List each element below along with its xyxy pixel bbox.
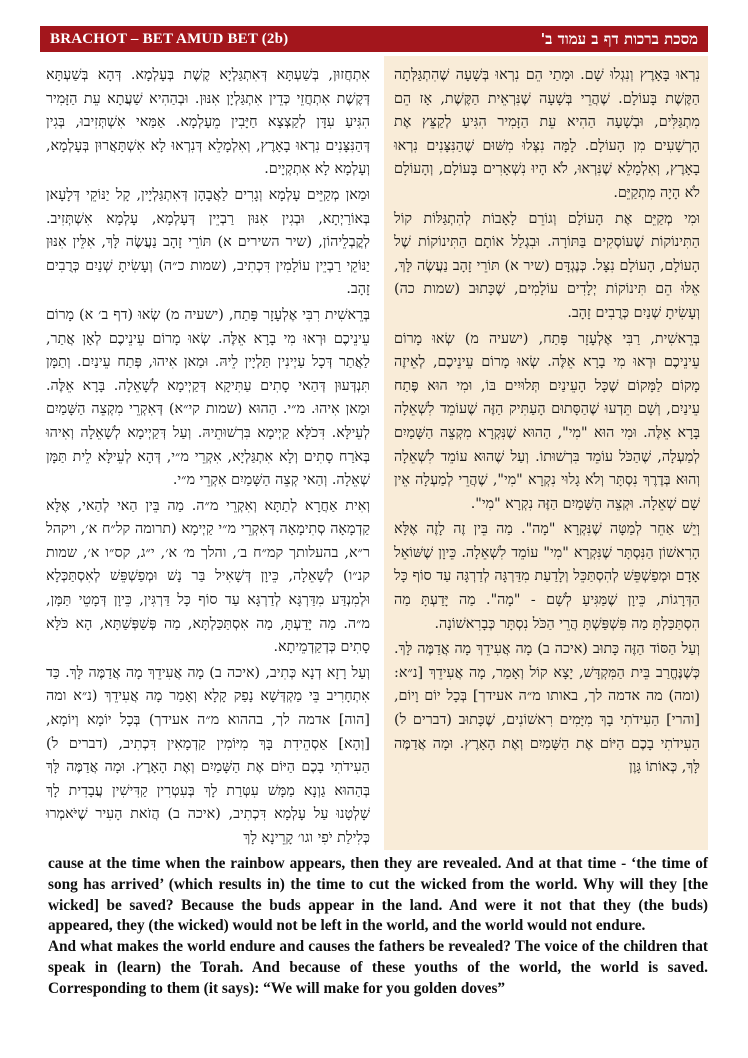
header-title-english: BRACHOT – BET AMUD BET (2b) xyxy=(50,30,289,47)
aramaic-column xyxy=(40,56,380,850)
text-columns xyxy=(40,56,708,850)
aramaic-paragraph: וְעַל רָזָא דְנָא כְּתִיב, (איכה ב) מָה אֲעִידֵךְ מָה אֲדַמֶּה לָּךְ. כַּד אִתְחָרִיב בֵּי מַקְדְּשָׁא נָפַק קָלָא וְאָמַר מָה אֲעִידֵךְ (נ״א ומה [הוה] אדמה לך, בההוא מ״ה אעידך) בְּכָל יוֹמָא וְיוֹמָא, [וְהָא] אַסְהֵידִת בָּךְ מִיּוֹמִין קַדְמָאִין דִּכְתִיב, (דברים ל) הַעִידֹתִי בָכֶם הַיּוֹם אֶת הַשָּׁמַיִם וְאֶת הָאָרֶץ. וּמָה אֲדַמֶּה לָּךְ בְּהַהוּא גַוְנָא מַמָּשׁ עִטְּרַת לָךְ בְּעִטְרִין קַדִּישִׁין עֲבָדִית לָךְ שָׁלְטָנוּ עַל עָלְמָא דִּכְתִיב, (איכה ב) הֲזֹאת הָעִיר שֶׁיֹּאמְרוּ כְּלִילַת יֹפִי וגו׳ קָרֵינָא לָךְ xyxy=(46,664,370,846)
hebrew-paragraph: נִרְאוּ בָּאָרֶץ וְנִגְלוּ שָׁם. וּמָתַי הֵם נִרְאוּ בְּשָׁעָה שֶׁהִתְגַּלְּתָה הַקֶּשֶׁת בָּעוֹלָם. שֶׁהֲרֵי בְּשָׁעָה שֶׁנִּרְאֵית הַקֶּשֶׁת, אָז הֵם מִתְגַּלִּים, וּבְשָׁעָה הַהִיא עֵת הַזָּמִיר הִגִּיעַ לְקַצֵּץ אֶת הָרְשָׁעִים מִן הָעוֹלָם. לָמָּה נִצְּלוּ מִשּׁוּם שֶׁהַנִּצָּנִים נִרְאוּ בָאָרֶץ, וְאִלְמָלֵא שֶׁנִּרְאוּ, לֹא הָיוּ נִשְׁאָרִים בָּעוֹלָם, וְהָעוֹלָם לֹא הָיָה מִתְקַיֵּם. xyxy=(394,67,700,201)
hebrew-paragraph: וְיֵשׁ אַחֵר לְמַטָּה שֶׁנִּקְרָא "מָה". מַה בֵּין זֶה לָזֶה אֶלָּא הָרִאשׁוֹן הַנִּסְתָּר שֶׁנִּקְרָא "מִי" עוֹמֵד לִשְׁאֵלָה. כֵּיוָן שֶׁשּׁוֹאֵל אָדָם וּמְפַשְׁפֵּשׁ לְהִסְתַּכֵּל וְלָדַעַת מִדַּרְגָּה לְדַרְגָּה עַד סוֹף כָּל הַדְּרָגוֹת, כֵּיוָן שֶׁמַּגִּיעַ לְשָׁם - "מָה". מַה יָּדַעְתָּ מַה הִסְתַּכַּלְתָּ מַה פִּשְׁפַּשְׁתָּ הֲרֵי הַכֹּל נִסְתָּר כְּבָרִאשׁוֹנָה. xyxy=(394,521,700,632)
english-translation xyxy=(48,854,708,1000)
hebrew-paragraph: וְעַל הַסּוֹד הַזֶּה כָּתוּב (איכה ב) מָה אֲעִידֵךְ מָה אֲדַמֶּה לָּךְ. כְּשֶׁנֶּחֱרַב בֵּית הַמִּקְדָּשׁ, יָצָא קוֹל וְאָמַר, מָה אֲעִידֵךְ [נ״א: (ומה) מה אדמה לך, באותו מ״ה אעידך] בְּכָל יוֹם וָיוֹם, [והרי] הַעִידֹתִי בָךְ מִיָּמִים רִאשׁוֹנִים, שֶׁכָּתוּב (דברים ל) הַעִידֹתִי בָכֶם הַיּוֹם אֶת הַשָּׁמַיִם וְאֶת הָאָרֶץ. וּמָה אֲדַמֶּה לָּךְ, כְּאוֹתוֹ גָּוֶן xyxy=(394,641,700,776)
aramaic-paragraph: וְאִית אַחֲרָא לְתַתָּא וְאִקְרֵי מ״ה. מַה בֵּין הַאי לְהַאי, אֶלָּא קַדְמָאָה סְתִימָאָה דְּאִקְרֵי מ״י קַיְימָא (תרומה קל״ח א׳, ויקהל ר״א, בהעלותך קמ״ח ב׳, והלך מ׳ א׳, י״ג, קס״ו א׳, שמות קנ״ו) לְשָׁאֵלָה, כֵּיוָן דְּשָׁאִיל בַּר נָשׁ וּמְפַשְׁפֵּשׁ לְאִסְתַּכְּלָא וּלְמִנְדַּע מִדַּרְגָּא לְדַרְגָּא עַד סוֹף כָּל דַּרְגִּין, כֵּיוָן דְּמָטֵי תַּמָּן, מ״ה. מַה יָּדַעְתָּ, מַה אִסְתַּכַּלְתָּא, מַה פְּשַׁפְּשַׁתָּא, הָא כֹּלָּא סָתִים כְּדְקַדְמֵיתָא. xyxy=(46,497,370,656)
page-header-banner xyxy=(40,26,708,52)
english-paragraph: And what makes the world endure and causes the fathers be revealed? The voice of the children that speak in (learn) the Torah. And because of these youths of the world, the world is saved. Corresponding to them (it says): “We will make for you golden doves” xyxy=(48,938,708,997)
english-paragraph: cause at the time when the rainbow appears, then they are revealed. And at that time - ‘the time of song has arrived’ (which results in) the time to cut the wicked from the world. Why will they [the wicked] be saved? Because the buds appear in the land. And were it not that they (the buds) appeared, they (the wicked) would not be left in the world, and the world would not endure. xyxy=(48,855,708,935)
hebrew-paragraph: בְּרֵאשִׁית, רַבִּי אֶלְעָזָר פָּתַח, (ישעיה מ) שְׂאוּ מָרוֹם עֵינֵיכֶם וּרְאוּ מִי בָרָא אֵלֶּה. שְׂאוּ מָרוֹם עֵינֵיכֶם, לְאֵיזֶה מָקוֹם לַמָּקוֹם שֶׁכָּל הָעֵינַיִם תְּלוּיִים בּוֹ, וּמִי הוּא פֶּתַח עֵינַיִם, וְשָׁם תֵּדְעוּ שֶׁהַסָּתוּם הָעַתִּיק הַזֶּה שֶׁעוֹמֵד לִשְׁאֵלָה בָּרָא אֵלֶּה. וּמִי הוּא "מִי", הַהוּא שֶׁנִּקְרָא מִקְצֵה הַשָּׁמַיִם לְמַעְלָה, שֶׁהַכֹּל עוֹמֵד בִּרְשׁוּתוֹ. וְעַל שֶׁהוּא עוֹמֵד לִשְׁאֵלָה וְהוּא בְּדֶרֶךְ נִסְתָּר וְלֹא גָלוּי נִקְרָא "מִי", שֶׁהֲרֵי לְמַעְלָה אֵין שָׁם שְׁאֵלָה. וּקְצֵה הַשָּׁמַיִם הַזֶּה נִקְרָא "מִי". xyxy=(394,330,700,512)
hebrew-paragraph: וּמִי מְקַיֵּם אֶת הָעוֹלָם וְגוֹרֵם לָאָבוֹת לְהִתְגַּלּוֹת קוֹל הַתִּינוֹקוֹת שֶׁעוֹסְקִים בַּתּוֹרָה. וּבִגְלַל אוֹתָם הַתִּינוֹקוֹת שֶׁל הָעוֹלָם, הָעוֹלָם נִצָּל. כְּנֶגְדָּם (שיר א) תּוֹרֵי זָהָב נַעֲשֶׂה לָּךְ, אֵלּוּ הֵם תִּינוֹקוֹת יְלָדִים עוֹלָמִים, שֶׁכָּתוּב (שמות כה) וְעָשִׂיתָ שְׁנַיִם כְּרֻבִים זָהָב. xyxy=(394,210,700,321)
aramaic-paragraph: וּמַאן מְקַיֵּים עָלְמָא וְגָרִים לַאֲבָהָן דְּאִתְגַּלְיָין, קָל יַנּוֹקֵי דְּלָעָאן בְּאוֹרַיְתָא, וּבְגִין אִנּוּן רַבְיֵין דְּעָלְמָא, עָלְמָא אִשְׁתְּזִיב. לְקֳבְלֵיהוֹן, (שיר השירים א) תּוֹרֵי זָהָב נַעֲשֶׂה לָּךְ, אִלֵּין אִנּוּן יַנּוֹקֵי רַבְיֵין עוֹלָמִין דִּכְתִיב, (שמות כ״ה) וְעָשִׂיתָ שְׁנַיִם כְּרֻבִים זָהָב. xyxy=(46,186,370,298)
header-title-hebrew: מסכת ברכות דף ב עמוד ב' xyxy=(540,29,698,48)
aramaic-paragraph: בְּרֵאשִׁית רִבִּי אֶלְעָזָר פָּתַח, (ישעיה מ) שְׂאוּ (דף ב׳ א) מָרוֹם עֵינֵיכֶם וּרְאוּ מִי בָרָא אֵלֶּה. שְׂאוּ מָרוֹם עֵינֵיכֶם לְאָן אֲתַר, לַאֲתַר דְּכָל עַיְינִין תַּלְיָין לֵיהּ. וּמַאן אִיהוּ, פְּתַח עֵינַיִם. וְתַמָּן תִּנְדְּעוּן דְּהַאי סָתִים עַתִּיקָא דְּקַיְימָא לְשָׁאֵלָה. בָּרָא אֵלֶּה. וּמַאן אִיהוּ. מ״י. הַהוּא (שמות קי״א) דְּאִקְרֵי מִקְצֵה הַשָּׁמַיִם לְעֵילָּא. דִּכֹלָּא קַיְימָא בִּרְשׁוּתֵיהּ. וְעַל דְּקַיְימָא לְשָׁאֵלָה וְאִיהוּ בְּאֹרַח סָתִים וְלָא אִתְגַּלְיָא, אִקְרֵי מ״י, דְּהָא לְעֵילָּא לֵית תַּמָּן שְׁאֵלָה. וְהַאי קְצֵה הַשָּׁמַיִם אִקְרֵי מ״י. xyxy=(46,306,370,489)
aramaic-paragraph: אִתְחֲזוּן, בְּשַׁעְתָּא דְּאִתְגַּלְיָא קֶשֶׁת בְּעָלְמָא. דְּהָא בְּשַׁעְתָּא דְּקֶשֶׁת אִתְחֲזֵי כְּדֵין אִתְגַּלְיָן אִנּוּן. וּבְהַהִיא שַׁעֲתָא עֵת הַזָּמִיר הִגִּיעַ עִדָּן לְקַצְצָא חַיָּבִין מֵעָלְמָא. אַמַּאי אִשְׁתְּזִיבוּ, בְּגִין דְּהַנִּצָּנִים נִרְאוּ בָאָרֶץ, וְאִלְמָלֵא דְּנִרְאוּ לָא אִשְׁתָּאֲרוּן בְּעָלְמָא, וְעָלְמָא לָא אִתְקְיָים. xyxy=(46,67,370,178)
hebrew-column xyxy=(384,56,708,850)
